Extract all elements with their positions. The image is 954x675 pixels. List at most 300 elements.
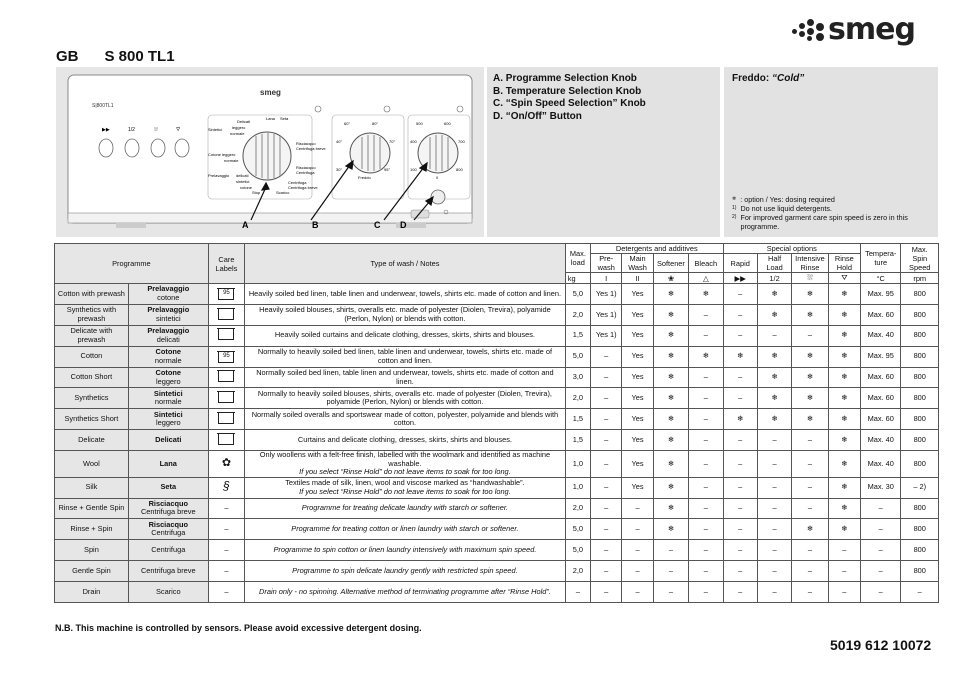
svg-text:Centrifuga: Centrifuga — [296, 170, 315, 175]
care-label-cell: – — [208, 561, 244, 582]
mainwash-value: Yes — [622, 388, 653, 409]
wash-tub-icon — [218, 308, 234, 320]
mainwash-value: Yes — [622, 325, 653, 346]
prewash-value: – — [591, 346, 622, 367]
mainwash-value: Yes — [622, 409, 653, 430]
document-code: 5019 612 10072 — [830, 637, 932, 653]
table-row — [55, 582, 939, 603]
mainwash-value: Yes — [622, 284, 653, 305]
svg-text:Risciacquo: Risciacquo — [296, 141, 316, 146]
table-row — [55, 388, 939, 409]
programme-name-it — [128, 367, 208, 388]
max-load: 1,5 — [565, 409, 590, 430]
half-load-value: – — [757, 430, 791, 451]
header-rinse-hold: Rinse Hold — [828, 254, 860, 273]
intensive-rinse-value: ❄ — [792, 367, 828, 388]
description-text: Only woollens with a felt-free finish, labelled with the woolmark and identified as machine washable. — [259, 450, 551, 468]
programme-name-it — [128, 346, 208, 367]
wash-description — [245, 325, 566, 346]
header-programme: Programme — [55, 244, 209, 284]
softener-value: ❄ — [653, 388, 688, 409]
intensive-rinse-value: ❄ — [792, 519, 828, 540]
svg-text:Prelavaggio: Prelavaggio — [208, 173, 230, 178]
prewash-value: – — [591, 430, 622, 451]
table-row — [55, 498, 939, 519]
programme-name-en: Cotton Short — [55, 367, 129, 388]
max-load: 2,0 — [565, 498, 590, 519]
programme-name-en: Synthetics with prewash — [55, 304, 129, 325]
table-row — [55, 561, 939, 582]
header-intensive-rinse: Intensive Rinse — [792, 254, 828, 273]
machine-panel-illustration — [56, 67, 484, 237]
max-load: 2,0 — [565, 304, 590, 325]
model-number: S 800 TL1 — [104, 48, 175, 65]
bleach-value: – — [689, 519, 723, 540]
bleach-value: – — [689, 498, 723, 519]
header-type-of-wash: Type of wash / Notes — [245, 244, 566, 284]
intensive-rinse-value: – — [792, 430, 828, 451]
svg-text:Stop: Stop — [252, 190, 261, 195]
spin-speed-value: 800 — [901, 498, 939, 519]
half-load-value: ❄ — [757, 346, 791, 367]
half-load-value: ❄ — [757, 304, 791, 325]
svg-text:delicati: delicati — [236, 173, 249, 178]
max-load: 1,0 — [565, 477, 590, 498]
programme-name-it — [128, 498, 208, 519]
svg-text:Cotone leggero: Cotone leggero — [208, 152, 236, 157]
svg-text:40°: 40° — [336, 139, 343, 144]
knob-letter-a: A — [242, 220, 249, 229]
softener-value: ❄ — [653, 430, 688, 451]
rinse-hold-value: ❄ — [828, 304, 860, 325]
rinse-hold-value: ❄ — [828, 498, 860, 519]
description-text: Heavily soiled bed linen, table linen and underwear, towels, shirts etc. made of cotton and linen. — [248, 288, 562, 298]
programme-name-en: Synthetics Short — [55, 409, 129, 430]
description-text: Curtains and delicate clothing, dresses, skirts, shirts and blouses. — [297, 434, 512, 444]
legend-line: B. Temperature Selection Knob — [493, 85, 642, 97]
table-row — [55, 284, 939, 305]
rapid-value: – — [723, 498, 757, 519]
programme-name-en: Silk — [55, 477, 129, 498]
spin-speed-value: 800 — [901, 367, 939, 388]
wash-tub-icon — [218, 412, 234, 424]
table-row — [55, 430, 939, 451]
unit-kg: kg — [565, 273, 590, 284]
half-load-value: – — [757, 519, 791, 540]
model-heading — [56, 48, 201, 65]
description-text: Textiles made of silk, linen, wool and viscose marked as “handwashable”. — [285, 478, 525, 488]
programme-it-main: Risciacquo — [148, 498, 188, 508]
programme-name-it — [128, 451, 208, 478]
programme-name-en: Delicate — [55, 430, 129, 451]
description-note: Programme to spin cotton or linen laundry intensively with maximum spin speed. — [273, 544, 537, 554]
svg-text:Delicati: Delicati — [237, 119, 251, 124]
softener-value: ❄ — [653, 284, 688, 305]
rinse-hold-value: ❄ — [828, 451, 860, 478]
description-text: Normally soiled bed linen, table linen and underwear, towels, shirts etc. made of cotton and linen. — [256, 368, 554, 386]
table-row — [55, 325, 939, 346]
softener-value: ❄ — [653, 346, 688, 367]
svg-text:70°: 70° — [389, 139, 396, 144]
description-text: Normally soiled overalls and sportswear made of cotton, polyester, polyamide and blends with cotton. — [251, 409, 559, 428]
softener-value: ❄ — [653, 498, 688, 519]
bleach-icon: △ — [689, 273, 723, 284]
programme-it-main: Seta — [160, 482, 177, 492]
half-load-value: – — [757, 325, 791, 346]
programme-name-it — [128, 582, 208, 603]
programme-name-it — [128, 540, 208, 561]
spin-speed-value: 800 — [901, 409, 939, 430]
header-rapid: Rapid — [723, 254, 757, 273]
programme-name-en: Synthetics — [55, 388, 129, 409]
prewash-value: Yes 1) — [591, 325, 622, 346]
description-note: Programme for treating cotton or linen laundry with starch or softener. — [291, 524, 519, 534]
mainwash-value: Yes — [622, 430, 653, 451]
care-label-cell — [208, 325, 244, 346]
intensive-rinse-value: – — [792, 561, 828, 582]
legend-line: C. “Spin Speed Selection” Knob — [493, 98, 646, 109]
programme-it-sub: cotone — [157, 292, 180, 302]
programme-knob — [243, 132, 291, 180]
rapid-value: – — [723, 388, 757, 409]
programme-it-main: Prelavaggio — [147, 284, 190, 294]
prewash-value: – — [591, 540, 622, 561]
programme-it-sub: leggero — [155, 418, 181, 428]
svg-text:0: 0 — [436, 175, 439, 180]
wash-description — [245, 561, 566, 582]
prewash-icon: I — [591, 273, 622, 284]
knob-letter-c: C — [374, 220, 381, 229]
softener-value: ❄ — [653, 451, 688, 478]
description-note: Programme to spin delicate laundry gently with restricted spin speed. — [292, 565, 518, 575]
panel-model-label: S|800TL1 — [92, 103, 114, 109]
care-label-cell: – — [208, 519, 244, 540]
rapid-value: ❄ — [723, 409, 757, 430]
prewash-value: – — [591, 367, 622, 388]
wash-tub-icon — [218, 370, 234, 382]
mainwash-value: Yes — [622, 451, 653, 478]
max-load: 5,0 — [565, 519, 590, 540]
rapid-button — [99, 139, 113, 157]
footnote-1: 1) Do not use liquid detergents. — [732, 204, 832, 213]
half-load-icon: 1/2 — [757, 273, 791, 284]
table-row — [55, 451, 939, 478]
intensive-rinse-icon: ⛆ — [792, 273, 828, 284]
softener-value: – — [653, 582, 688, 603]
prewash-value: – — [591, 477, 622, 498]
svg-text:100: 100 — [410, 167, 417, 172]
programme-name-it — [128, 284, 208, 305]
wash-description — [245, 409, 566, 430]
rapid-value: – — [723, 561, 757, 582]
care-label-cell: – — [208, 498, 244, 519]
table-row — [55, 367, 939, 388]
bleach-value: – — [689, 540, 723, 561]
spin-speed-value: 800 — [901, 325, 939, 346]
wash-tub-icon — [218, 391, 234, 403]
programme-name-en: Drain — [55, 582, 129, 603]
max-load: 3,0 — [565, 367, 590, 388]
programme-it-main: Prelavaggio — [147, 305, 190, 315]
half-load-value: – — [757, 582, 791, 603]
table-row — [55, 540, 939, 561]
softener-value: ❄ — [653, 409, 688, 430]
half-load-value: – — [757, 477, 791, 498]
temperature-value: – — [861, 582, 901, 603]
half-load-value: ❄ — [757, 367, 791, 388]
intensive-rinse-value: – — [792, 451, 828, 478]
spin-speed-value: 800 — [901, 388, 939, 409]
sensor-note: N.B. This machine is controlled by sensors. Please avoid excessive detergent dosing. — [55, 623, 422, 633]
programme-name-it — [128, 409, 208, 430]
table-row — [55, 409, 939, 430]
description-text: Heavily soiled curtains and delicate clothing, dresses, skirts, shirts and blouses. — [274, 330, 535, 340]
temperature-value: Max. 40 — [861, 430, 901, 451]
svg-text:600: 600 — [444, 121, 451, 126]
svg-text:30°: 30° — [336, 167, 343, 172]
spin-speed-value: 800 — [901, 519, 939, 540]
rinse-hold-value: – — [828, 582, 860, 603]
header-care-labels: Care Labels — [208, 244, 244, 284]
care-label-cell — [208, 346, 244, 367]
description-text: Normally to heavily soiled blouses, shirts, overalls etc. made of polyester (Diolen, Trevira), polyamide (Perlon, Nylon) or blends with cotton. — [257, 388, 552, 407]
programme-name-it — [128, 430, 208, 451]
wash-tub-icon: 95 — [218, 288, 234, 300]
bleach-value: – — [689, 367, 723, 388]
silk-care-icon: § — [223, 479, 230, 494]
care-label-cell — [208, 451, 244, 478]
rapid-icon: ▶▶ — [723, 273, 757, 284]
temperature-value: Max. 40 — [861, 325, 901, 346]
max-load: 2,0 — [565, 561, 590, 582]
care-label-cell — [208, 284, 244, 305]
programme-name-en: Gentle Spin — [55, 561, 129, 582]
header-detergents: Detergents and additives — [591, 244, 723, 254]
svg-text:Scarico: Scarico — [276, 190, 290, 195]
half-load-value: ❄ — [757, 284, 791, 305]
intensive-rinse-value: ❄ — [792, 346, 828, 367]
bleach-value: ❄ — [689, 284, 723, 305]
softener-value: ❄ — [653, 519, 688, 540]
programme-it-sub: normale — [154, 355, 182, 365]
header-prewash: Pre-wash — [591, 254, 622, 273]
programme-name-en: Cotton with prewash — [55, 284, 129, 305]
temperature-value: Max. 95 — [861, 346, 901, 367]
header-spin-speed: Max. Spin Speed — [901, 244, 939, 273]
svg-text:80°: 80° — [372, 121, 379, 126]
max-load: – — [565, 582, 590, 603]
prewash-value: Yes 1) — [591, 284, 622, 305]
description-note: If you select “Rinse Hold” do not leave items to soak for too long. — [299, 486, 511, 496]
rapid-value: – — [723, 540, 757, 561]
rapid-value: – — [723, 304, 757, 325]
wash-description — [245, 430, 566, 451]
temperature-value: – — [861, 561, 901, 582]
unit-celsius: °C — [861, 273, 901, 284]
spin-speed-value: 800 — [901, 430, 939, 451]
svg-text:Risciacquo: Risciacquo — [296, 165, 316, 170]
care-label-cell: – — [208, 540, 244, 561]
programme-rows — [55, 284, 939, 603]
spin-speed-value: 800 — [901, 284, 939, 305]
softener-icon: ❀ — [653, 273, 688, 284]
intensive-rinse-value: – — [792, 325, 828, 346]
mainwash-value: – — [622, 519, 653, 540]
programme-name-it — [128, 477, 208, 498]
table-row — [55, 477, 939, 498]
btn-half-label: 1/2 — [128, 127, 135, 133]
footnote-option: ❄ : option / Yes: dosing required — [732, 195, 835, 204]
header-max-load: Max. load — [565, 244, 590, 273]
wash-description — [245, 304, 566, 325]
programme-it-main: Sintetici — [153, 409, 183, 419]
wash-description — [245, 451, 566, 478]
temperature-value: Max. 30 — [861, 477, 901, 498]
svg-text:Seta: Seta — [280, 116, 289, 121]
intensive-rinse-value: ❄ — [792, 284, 828, 305]
rinse-hold-value: ❄ — [828, 477, 860, 498]
description-text: Heavily soiled blouses, shirts, overalls etc. made of polyester (Diolen, Trevira), polyamide (Perlon, Nylon) or blends with cotton. — [259, 305, 551, 323]
programme-name-it — [128, 519, 208, 540]
programme-name-en: Delicate with prewash — [55, 325, 129, 346]
programme-it-sub: leggero — [155, 376, 181, 386]
temperature-value: Max. 60 — [861, 304, 901, 325]
wash-description — [245, 477, 566, 498]
mainwash-value: Yes — [622, 304, 653, 325]
care-label-cell — [208, 388, 244, 409]
half-load-value: – — [757, 561, 791, 582]
rapid-value: – — [723, 582, 757, 603]
bleach-value: – — [689, 388, 723, 409]
brand-name: smeg — [828, 12, 915, 47]
svg-text:400: 400 — [410, 139, 417, 144]
care-label-cell — [208, 477, 244, 498]
mainwash-value: – — [622, 582, 653, 603]
svg-text:sintetici: sintetici — [236, 179, 250, 184]
bleach-value: – — [689, 477, 723, 498]
knob-letter-b: B — [312, 220, 319, 229]
svg-text:normale: normale — [224, 158, 239, 163]
rapid-value: – — [723, 477, 757, 498]
spin-speed-value: 800 — [901, 451, 939, 478]
header-softener: Softener — [653, 254, 688, 273]
description-note: If you select “Rinse Hold” do not leave items to soak for too long. — [299, 467, 511, 477]
intensive-rinse-value: ❄ — [792, 409, 828, 430]
programme-name-en: Wool — [55, 451, 129, 478]
care-label-cell — [208, 367, 244, 388]
rinse-hold-value: – — [828, 561, 860, 582]
max-load: 1,5 — [565, 430, 590, 451]
care-label-cell — [208, 304, 244, 325]
softener-value: ❄ — [653, 367, 688, 388]
wash-description — [245, 498, 566, 519]
prewash-value: – — [591, 451, 622, 478]
spin-speed-value: 800 — [901, 540, 939, 561]
temperature-value: Max. 60 — [861, 367, 901, 388]
mainwash-value: – — [622, 561, 653, 582]
bleach-value: – — [689, 561, 723, 582]
wash-description — [245, 519, 566, 540]
softener-value: ❄ — [653, 304, 688, 325]
svg-text:500: 500 — [416, 121, 423, 126]
half-load-value: – — [757, 451, 791, 478]
bleach-value: – — [689, 409, 723, 430]
temperature-value: – — [861, 519, 901, 540]
spin-speed-value: 800 — [901, 561, 939, 582]
programme-it-sub: normale — [154, 397, 182, 407]
max-load: 1,5 — [565, 325, 590, 346]
wash-tub-icon: 95 — [218, 351, 234, 363]
programme-name-en: Rinse + Spin — [55, 519, 129, 540]
btn-rapid-label: ▶▶ — [102, 127, 110, 133]
rinse-hold-value: ❄ — [828, 430, 860, 451]
programme-it-sub: delicati — [156, 334, 180, 344]
wash-tub-icon — [218, 328, 234, 340]
svg-text:leggero: leggero — [232, 125, 246, 130]
max-load: 5,0 — [565, 540, 590, 561]
temperature-value: – — [861, 540, 901, 561]
programme-it-sub: Centrifuga breve — [140, 565, 196, 575]
softener-value: – — [653, 540, 688, 561]
svg-text:95°: 95° — [384, 167, 391, 172]
header-row-1 — [55, 244, 939, 254]
prewash-value: – — [591, 409, 622, 430]
wash-description — [245, 582, 566, 603]
max-load: 5,0 — [565, 284, 590, 305]
footnote-2: 2) For improved garment care spin speed is zero in this programme. — [732, 213, 908, 231]
programme-it-main: Sintetici — [153, 388, 183, 398]
rapid-value: – — [723, 451, 757, 478]
bleach-value: – — [689, 304, 723, 325]
mainwash-value: Yes — [622, 477, 653, 498]
rapid-value: ❄ — [723, 346, 757, 367]
rinse-hold-button — [175, 139, 189, 157]
programme-name-en: Cotton — [55, 346, 129, 367]
rinse-hold-value: ❄ — [828, 346, 860, 367]
programme-name-it — [128, 304, 208, 325]
wash-description — [245, 284, 566, 305]
wash-description — [245, 367, 566, 388]
rinse-hold-value: – — [828, 540, 860, 561]
logo-dots — [790, 19, 826, 41]
knob-legend — [487, 67, 720, 237]
svg-text:Centrifuga: Centrifuga — [288, 180, 307, 185]
description-note: Drain only - no spinning. Alternative method of terminating programme after “Rinse Hold”. — [259, 586, 551, 596]
svg-text:Centrifuga breve: Centrifuga breve — [288, 185, 318, 190]
temperature-value: – — [861, 498, 901, 519]
header-mainwash: Main Wash — [622, 254, 653, 273]
rapid-value: – — [723, 519, 757, 540]
spin-speed-value: 800 — [901, 304, 939, 325]
header-special-options: Special options — [723, 244, 861, 254]
programme-name-en: Spin — [55, 540, 129, 561]
prewash-value: – — [591, 388, 622, 409]
rinse-hold-value: ❄ — [828, 409, 860, 430]
mainwash-icon: II — [622, 273, 653, 284]
care-label-cell: – — [208, 582, 244, 603]
softener-value: ❄ — [653, 477, 688, 498]
programme-it-main: Lana — [159, 458, 177, 468]
mainwash-value: Yes — [622, 367, 653, 388]
panel-logo: smeg — [260, 88, 281, 97]
spin-speed-value: – — [901, 582, 939, 603]
svg-text:700: 700 — [458, 139, 465, 144]
svg-text:800: 800 — [456, 167, 463, 172]
intensive-rinse-value: – — [792, 477, 828, 498]
svg-text:cotone: cotone — [240, 185, 253, 190]
softener-value: ❄ — [653, 325, 688, 346]
programme-it-sub: Centrifuga — [151, 544, 186, 554]
